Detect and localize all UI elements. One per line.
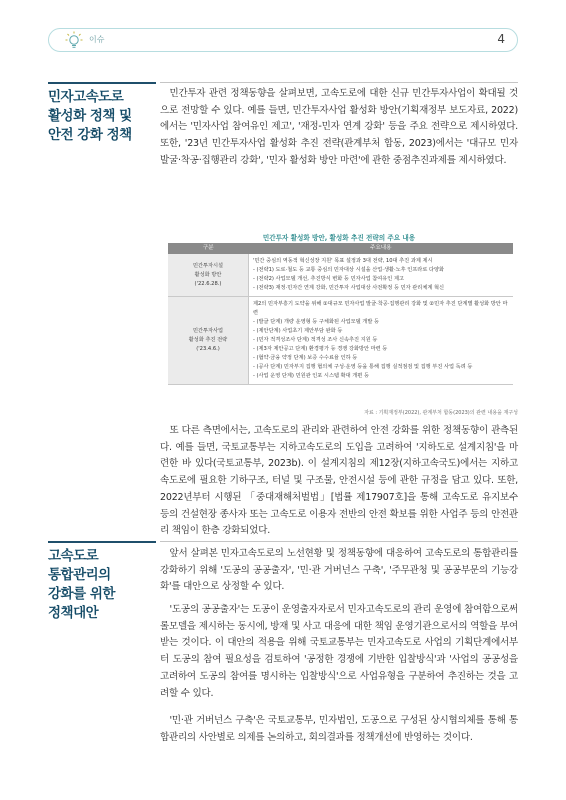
body-paragraph: 또 다른 측면에서는, 고속도로의 관리와 관련하여 안전 강화를 위한 정책동향이 관측된다. 예를 들면, 국토교통부는 지하고속도로의 도입을 고려하여 '지하도로 설계지침'을 마련한 바 있다(국토교통부, 2023b). 이 설계지침의 제12장(지하고속국도)에서는 지하고속도로에 필요한 기하구조, 터널 및 구조물, 안전시설 등에 관한 규정을 담고 있다. 또한, 2022년부터 시행된 「중대재해처벌법」[법률 제17907호]을 통해 고속도로 유지보수 등의 건설현장 종사자 또는 고속도로 이용자 전반의 안전 확보를 위한 사업주 등의 안전관리 책임이 한층 강화되었다. — [160, 425, 518, 537]
table-row — [168, 297, 513, 385]
body-paragraph: '민·관 거버넌스 구축'은 국토교통부, 민자법인, 도공으로 구성된 상시협의체를 통해 통합관리의 사안별로 의제를 논의하고, 회의결과를 정책개선에 반영하는 것이다. — [160, 715, 518, 743]
section-divider — [48, 541, 156, 543]
column-header: 주요내용 — [249, 243, 514, 254]
section-title: 민자고속도로 활성화 정책 및 안전 강화 정책 — [48, 89, 132, 143]
row-content: '민간 중심의 역동적 혁신성장 지원' 목표 설정과 3대 전략, 10대 추진 과제 제시 - (전략1) 도로·철도 등 교통 중심의 민자대상 시설을 산업·생활·노후 인프라로 다양화 - (전략2) 사업모델 개선, 추진방식 변화 등 민자사업 참여유인 제고 - (전략3) 재정·민자간 연계 강화, 민간투자 사업대상 사전확정 등 민자 관리체계 혁신 — [249, 254, 514, 297]
page-number: 4 — [497, 32, 505, 46]
column-header: 구분 — [168, 243, 249, 254]
body-paragraph: 민간투자 관련 정책동향을 살펴보면, 고속도로에 대한 신규 민간투자사업이 확대될 것으로 전망할 수 있다. 예를 들면, 민간투자사업 활성화 방안(기획재정부 보도자료, 2022)에서는 '민자사업 참여유인 제고', '재정-민자 연계 강화' 등을 주요 전략으로 제시하였다. 또한, '23년 민간투자사업 활성화 추진 전략(관계부처 합동, 2023)에서는 '대규모 민자 발굴·착공·집행관리 강화', '민자 활성화 방안 마련'에 관한 중점추진과제를 제시하였다. — [160, 88, 518, 166]
body-paragraph: '도공의 공공출자'는 도공이 운영출자자로서 민자고속도로의 관리 운영에 참여함으로써 롤모델을 제시하는 동시에, 방재 및 사고 대응에 대한 책임 운영기관으로서의 역할을 부여받는 것이다. 이 대안의 적용을 위해 국토교통부는 민자고속도로 사업의 기획단계에서부터 도공의 참여 필요성을 검토하여 '공정한 경쟁에 기반한 입찰방식'과 '사업의 공공성을 고려하여 도공의 참여를 명시하는 입찰방식'으로 사업유형을 구분하여 추진하는 것을 고려할 수 있다. — [160, 604, 518, 699]
row-content: 제2의 민자부흥기 도약을 위해 ①대규모 민자사업 발굴·착공·집행관리 강화 및 ②민자 추진 단계별 활성화 방안 마련 - (발굴 단계) 개량 운영형 등 구체화된 사업모델 개발 등 - (제안단계) 사업초기 제안부담 완화 등 - (민자 적격성조사 단계) 적격성 조사 신속추진 지원 등 - (제3자 제안공고 단계) 환경평가 등 경쟁 강화방안 마련 등 - (협약·금융 약정 단계) 보증 수수료율 인하 등 - (공사 단계) 민자부지 집행 협의체 구성·운영 등을 통해 집행 실적점검 및 집행 부진 사업 독려 등 - (사업 운영 단계) 민원관 인포 시스템 확대 개편 등 — [249, 297, 514, 385]
table-row — [168, 254, 513, 297]
row-category: 민간투자사업 활성화 추진 전략 ('23.4.6.) — [168, 297, 249, 385]
table-title: 민간투자 활성화 방안, 활성화 추진 전략의 주요 내용 — [262, 234, 416, 242]
summary-table — [168, 243, 513, 385]
header-label: 이슈 — [89, 35, 105, 44]
body-paragraph: 앞서 살펴본 민자고속도로의 노선현황 및 정책동향에 대응하여 고속도로의 통합관리를 강화하기 위해 '도공의 공공출자', '민·관 거버넌스 구축', '주무관청 및 공공부문의 기능강화'를 대안으로 상정할 수 있다. — [160, 548, 518, 593]
row-category: 민간투자시설 활성화 방안 ('22.6.28.) — [168, 254, 249, 297]
page-header — [48, 28, 518, 52]
table-source: 자료 : 기획재정부(2022), 관계부처 합동(2023)의 관련 내용을 재구성 — [364, 410, 518, 416]
section-title: 고속도로 통합관리의 강화를 위한 정책대안 — [48, 548, 115, 621]
table-header-row — [168, 243, 513, 254]
section-divider — [160, 82, 518, 83]
lightbulb-icon — [65, 31, 83, 49]
section-divider — [160, 541, 518, 542]
section-divider — [48, 82, 156, 84]
